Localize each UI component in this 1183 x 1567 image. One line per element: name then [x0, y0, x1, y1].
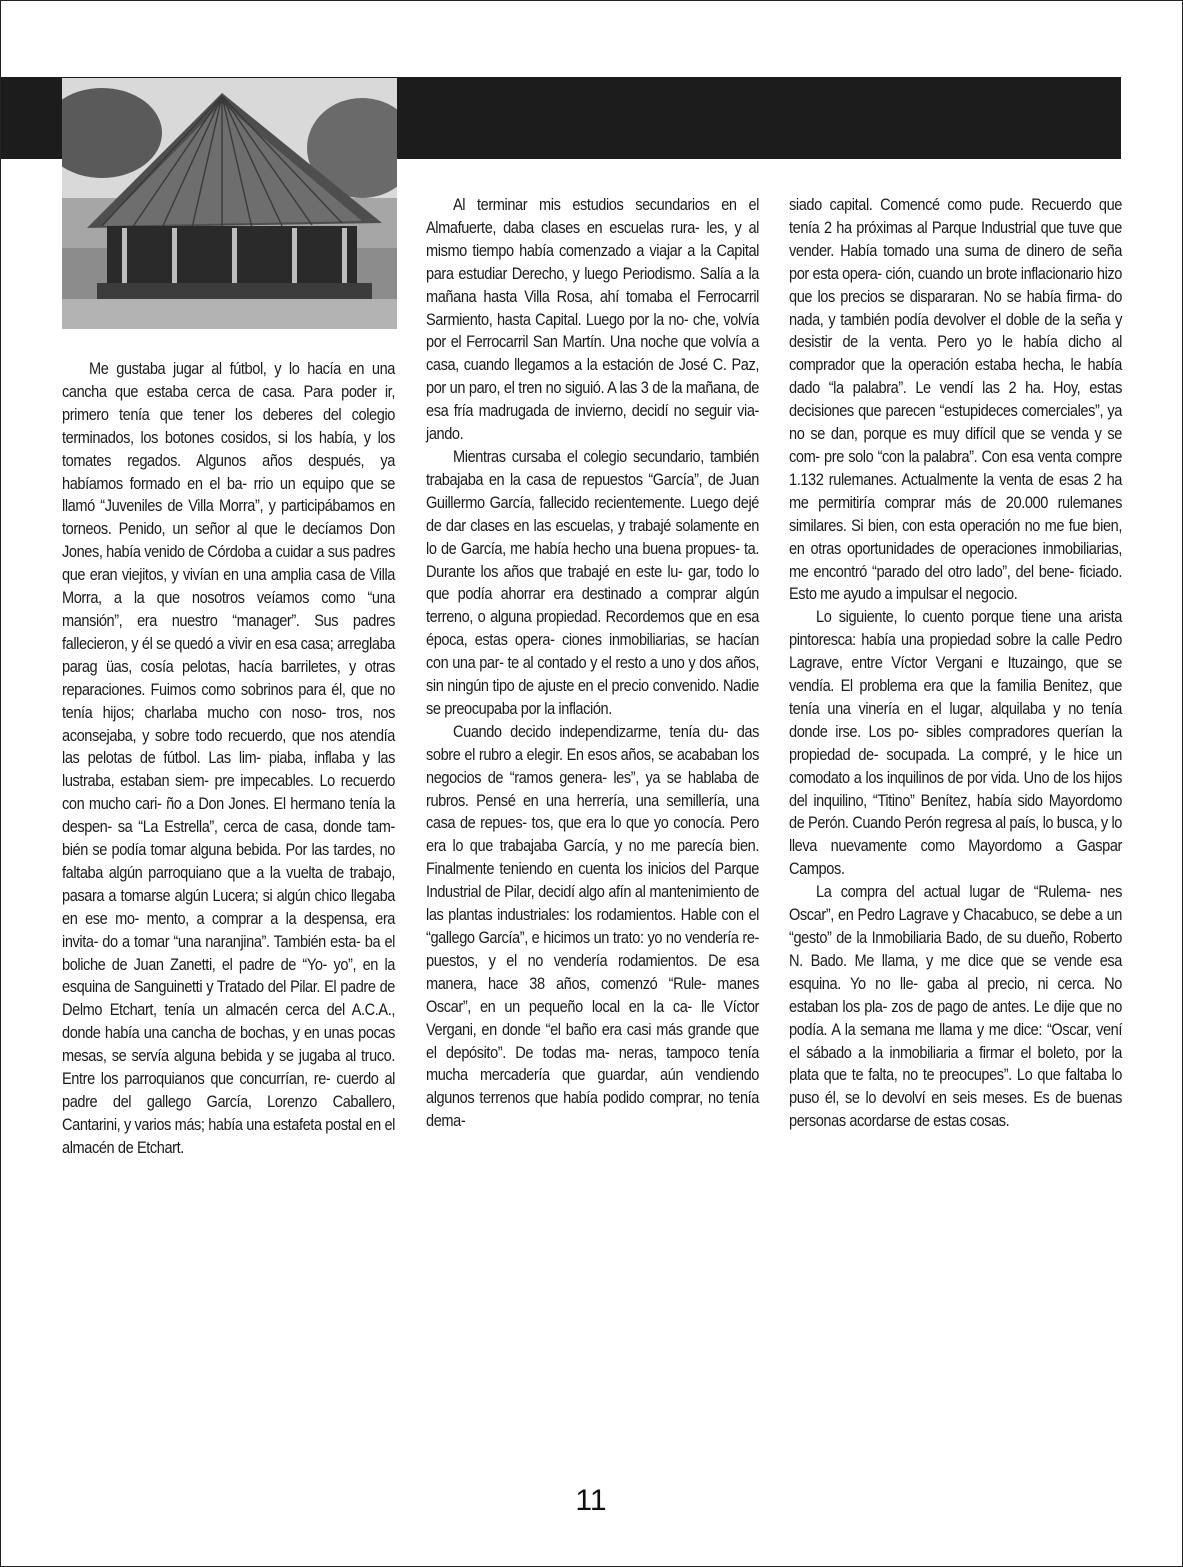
text-line: dicho al comprador que la operación estaba	[789, 333, 1122, 375]
text-line: veíamos como “una mansión”, era nuestro	[62, 589, 395, 630]
text-line: rrio un equipo que se llamó “Juveniles de	[62, 474, 396, 516]
text-line: jando.	[426, 425, 464, 444]
text-line: cuerdo al padre del gallego García, Lorenzo	[62, 1070, 395, 1111]
text-line: también trabajaba en la casa de repuestos	[426, 447, 759, 489]
text-line: Lo que faltaba lo puso él, se lo devolví en seis	[789, 1066, 1122, 1108]
text-line: García”, e hicimos un trato: yo no vendería re-	[478, 929, 759, 947]
text-line: no siguió. A las 3 de la mañana, de esa fría	[426, 379, 759, 421]
page-number: 11	[575, 1484, 607, 1517]
text-line: Mientras cursaba el colegio secundario,	[453, 447, 704, 466]
text-line: madrugada de invierno, decidí no seguir via-	[478, 402, 759, 421]
text-line: ta. Durante los años que trabajé en este lu-	[426, 539, 759, 581]
text-line: comprar algún terreno, o alguna propiedad.	[426, 585, 759, 627]
text-line: cancha de bochas, y en unas pocas mesas,	[62, 1024, 395, 1066]
text-column-3	[789, 194, 1122, 1133]
text-line: me encontró “parado del otro lado”, del bene-	[789, 562, 1074, 581]
text-line: do nada, y también podía devolver el doble de	[789, 287, 1122, 329]
text-line: gaba al precio, ni cerca. No estaban los pla-	[789, 974, 1122, 1016]
text-line: el sábado a la inmobiliaria a firmar el boleto,	[789, 1043, 1079, 1062]
text-line: con esta operación no me fue bien, en otras	[789, 516, 1122, 558]
thatched-hut-photo	[62, 78, 397, 329]
text-line: guardar, aún vendiendo algunos terrenos	[426, 1066, 759, 1108]
text-line: más de 20.000 rulemanes similares. Si bien,	[789, 493, 1122, 535]
text-line: che, volvía por el Ferrocarril San Martín. Una	[426, 310, 759, 352]
text-line: meses. Es de buenas personas acordarse de	[789, 1089, 1122, 1131]
text-line: luego Periodismo. Salía a la mañana hasta	[426, 264, 759, 306]
text-line: “García”, de Juan Guillermo García, fallecido	[426, 470, 759, 512]
text-line: mento, a comprar a la despensa, era invita-	[62, 909, 395, 951]
text-line: las escuelas, y trabajé solamente en lo de	[426, 516, 759, 558]
text-line: viajar a la Capital para estudiar Derecho, y	[426, 241, 759, 283]
text-line: García, me había hecho una buena propues-	[460, 539, 740, 558]
text-line: bién se podía tomar alguna bebida. Por las	[62, 841, 329, 860]
text-line: tardes, no faltaba algún parroquiano que a la	[62, 841, 395, 882]
text-line: Penido, un señor al que le decíamos Don	[118, 520, 395, 539]
text-line: Mayordomo a Gaspar Campos.	[789, 837, 1122, 879]
text-line: la semana me llama y me dice: “Oscar, vení	[844, 1020, 1122, 1039]
text-line: del colegio terminados, los botones cosidos,	[62, 405, 395, 447]
text-line: acababan los negocios de “ramos genera-	[426, 745, 759, 787]
text-line: que nos atendía las pelotas de fútbol. Las lim-	[62, 726, 395, 768]
text-line: sa “La Estrella”, cerca de casa, donde tam-	[117, 818, 395, 837]
text-line: das sobre el rubro a elegir. En esos años, se	[426, 722, 759, 764]
text-line: años después, ya habíamos formado en el ba-	[62, 451, 395, 493]
text-line: una suma de dinero de seña por esta opera-	[789, 241, 1122, 283]
text-line: a los inquilinos de por vida. Uno de los hijos	[853, 768, 1122, 787]
text-line: nes Oscar”, en Pedro Lagrave y Chacabuco,	[789, 883, 1122, 925]
text-line: amplia casa de Villa Morra, a la que nosotros	[62, 566, 396, 608]
text-line: el Almafuerte, daba clases en escuelas rura-	[426, 196, 759, 237]
text-line: por la plata que te falta, no te preocupes”.	[789, 1043, 1122, 1085]
photo-illustration	[62, 78, 397, 329]
text-line: Sarmiento, hasta Capital. Luego por la no-	[426, 310, 689, 329]
text-line: venta de esas 2 ha me permitiría comprar	[789, 470, 1123, 512]
text-line: Lucera; si algún chico llegaba en ese mo-	[62, 886, 395, 928]
text-column-2	[426, 194, 759, 1133]
text-line: arista pintoresca: había una propiedad sobre	[789, 608, 1122, 650]
text-line: mantenimiento de las plantas industriales:	[426, 883, 759, 925]
text-line: ningún tipo de ajuste en el precio convenido.	[447, 677, 720, 696]
text-line: Lo siguiente, lo cuento porque tiene una	[816, 608, 1082, 627]
text-line: estas cosas.	[933, 1112, 1010, 1131]
text-line: ba el boliche de Juan Zanetti, el padre de “Yo-	[62, 932, 395, 974]
text-line: Mayordomo de Perón. Cuando Perón regresa	[789, 791, 1122, 833]
text-line: tros, nos aconsejaba, y sobre todo recuerdo,	[62, 703, 396, 745]
text-line: Recordemos que en esa época, estas opera-	[426, 608, 760, 650]
text-line: trabajaba García, y no me parecía bien.	[499, 837, 759, 856]
text-line: una cancha que estaba cerca de casa. Para	[62, 360, 395, 401]
text-line: Industrial que tuve que vender. Había tomado	[789, 218, 1122, 260]
text-line: puestos, y el no vendería rodamientos. De	[426, 951, 726, 970]
text-line: quedó a vivir en esa casa; arreglaba parag	[62, 634, 395, 676]
text-line: ficiado. Esto me ayudo a impulsar el negocio.	[789, 562, 1122, 604]
text-line: al país, lo busca, y lo lleva nuevamente como	[789, 814, 1122, 856]
text-line: me dice que se vende esa esquina. Yo no lle-	[789, 951, 1122, 993]
text-line: una estafeta postal en el almacén de	[62, 1115, 395, 1157]
text-line: la estación de José C. Paz, por un paro, el tren	[426, 356, 759, 398]
text-line: tos, que era lo que yo conocía. Pero era lo que	[426, 814, 759, 856]
text-line: Cuando decido independizarme, tenía du-	[453, 722, 729, 741]
text-line: üas, cosía pelotas, hacía barriletes, y otras	[105, 657, 395, 676]
text-line: del Pilar. El padre de Delmo Etchart, tenía un	[62, 978, 395, 1020]
text-line: que había podido comprar, no tenía dema-	[426, 1089, 759, 1131]
text-line: esa manera, hace 38 años, comenzó “Rule-	[426, 951, 759, 993]
text-line: lugar, alquilaba y no tenía donde irse. Los po-	[789, 699, 1122, 741]
text-line: se debe a un “gesto” de la Inmobiliaria Bado,	[789, 906, 1122, 947]
text-line: lle Víctor Vergani, en donde “el baño era casi	[426, 997, 759, 1039]
text-line: que no tenía hijos; charlaba mucho con noso-	[62, 680, 395, 722]
text-line: oportunidades de operaciones inmobiliarias,	[846, 539, 1122, 558]
text-line: si los había, y los tomates regados. Algunos	[62, 428, 395, 470]
text-line: vuelta de trabajo, pasara a tomarse algún	[62, 863, 395, 905]
text-line: Al terminar mis estudios secundarios en	[453, 196, 737, 214]
text-line: Entre los parroquianos que concurrían, re-	[62, 1070, 331, 1089]
text-line: ción, cuando un brote inflacionario hizo que	[789, 264, 1122, 306]
text-line: recientemente. Luego dejé de dar clases en	[426, 493, 759, 535]
text-line: hecha, le había dado “la palabra”. Le vendí	[789, 356, 1122, 398]
text-line: neras, tampoco tenía mucha mercadería que	[426, 1043, 759, 1085]
text-line: do a tomar “una naranjina”. También esta-	[102, 932, 361, 951]
text-line: pre impecables. Lo recuerdo con mucho cari-	[62, 772, 395, 814]
text-line: la seña y desistir de la venta. Pero yo le había	[789, 310, 1122, 352]
text-line: sibles compradores querían la propiedad de-	[789, 722, 1122, 764]
text-line: manes Oscar”, en un pequeño local en la ca-	[426, 974, 759, 1016]
text-line: Villa Morra”, y participábamos en torneos.	[62, 497, 395, 539]
text-line: Finalmente teniendo en cuenta los inicios del	[426, 860, 710, 879]
text-line: gar, todo lo que podía ahorrar era destinado a	[426, 562, 759, 604]
text-line: porque es muy difícil que se venda y se com-	[789, 425, 1122, 466]
text-line: Caballero, Cantarini, y varios más; había	[62, 1093, 395, 1134]
text-line: zos de pago de antes. Le dije que no podía. A	[789, 997, 1122, 1039]
text-line: Etchart.	[136, 1138, 184, 1157]
text-line: Nadie se preocupaba por la inflación.	[426, 677, 759, 718]
text-line: “estupideces comerciales”, ya no se dan,	[789, 402, 1122, 444]
text-line: se servía alguna bebida y se jugaba al truco.	[111, 1047, 395, 1066]
text-line: compre 1.132 rulemanes. Actualmente la	[789, 447, 1122, 489]
text-line: Ituzaingo, que se vendía. El problema era que	[789, 654, 1122, 696]
text-line: Me gustaba jugar al fútbol, y lo hacía en	[89, 360, 365, 378]
text-line: los rodamientos. Hable con el “gallego	[426, 906, 759, 947]
text-line: Villa Rosa, ahí tomaba el Ferrocarril	[524, 287, 759, 306]
text-line: las 2 ha. Hoy, estas decisiones que parecen	[789, 379, 1122, 421]
text-line: poder ir, primero tenía que tener los deberes	[62, 382, 395, 424]
text-line: noche que volvía a casa, cuando llegamos a	[426, 333, 759, 375]
text-line: ciones inmobiliarias, se hacían con una par-	[426, 631, 759, 673]
text-line: siado capital. Comencé como pude.	[789, 196, 1024, 214]
text-line: ño a Don Jones. El hermano tenía la despen-	[62, 795, 395, 837]
text-line: te al contado y el resto a uno y dos años, sin	[426, 654, 759, 696]
text-line: de su dueño, Roberto N. Bado. Me llama, y	[789, 929, 1122, 970]
text-line: la calle Pedro Lagrave, entre Víctor Vergani e	[789, 631, 1122, 673]
text-line: herrería, una semillería, una casa de repues-	[426, 791, 759, 833]
text-line: almacén cerca del A.C.A., donde había una	[62, 1001, 395, 1043]
text-line: reparaciones. Fuimos como sobrinos para él,	[62, 680, 346, 699]
text-line: los precios se dispararan. No se había firma-	[817, 287, 1102, 306]
text-line: les”, ya se hablaba de rubros. Pensé en una	[426, 768, 759, 810]
text-column-1	[62, 358, 395, 1160]
text-line: “manager”. Sus padres fallecieron, y él se	[62, 611, 395, 653]
text-line: socupada. La compré, y le hice un comodato	[789, 745, 1122, 787]
text-line: la familia Benitez, que tenía una vinería en el	[789, 677, 1122, 718]
text-line: del inquilino, “Titino” Benítez, había sido	[789, 791, 1043, 810]
text-line: Jones, había venido de Córdoba a cuidar a	[62, 543, 325, 562]
text-line: más grande que el depósito”. De todas ma-	[426, 1020, 759, 1062]
text-line: piaba, inflaba y las lustraba, estaban siem-	[62, 749, 395, 791]
text-line: Parque Industrial de Pilar, decidí algo afín al	[426, 860, 759, 902]
text-line: sus padres que eran viejitos, y vivían en una	[62, 543, 395, 585]
text-line: pre solo “con la palabra”. Con esa venta	[824, 447, 1072, 466]
text-line: Recuerdo que tenía 2 ha próximas al Parque	[789, 196, 1122, 237]
text-line: La compra del actual lugar de “Rulema-	[816, 883, 1091, 902]
text-line: yo”, en la esquina de Sanguinetti y Tratado	[62, 955, 395, 997]
text-line: les, y al mismo tiempo había comenzado a	[426, 218, 759, 260]
